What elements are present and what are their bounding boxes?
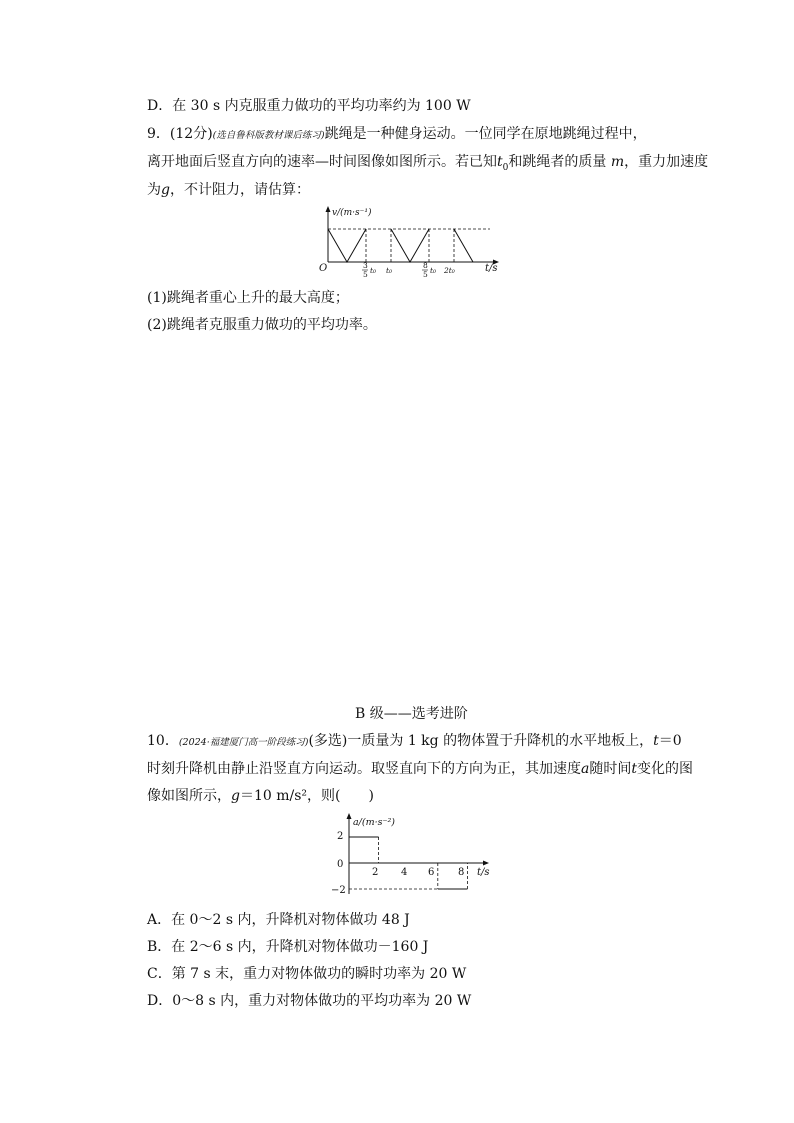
q10-x-label: t/s [477,867,490,878]
q10-x-tick-2: 2 [372,867,379,878]
q9-number: 9． [147,126,170,142]
section-b-heading: B 级——选考进阶 [355,706,468,722]
q10-option-c: C．第 7 s 末，重力对物体做功的瞬时功率为 20 W [147,966,467,982]
q9-tick-3-den: 5 [423,270,428,279]
q9-tick-1-var: t₀ [370,266,377,275]
q10-y-label: a/(m·s⁻²) [353,817,396,828]
q10-y-arrow [347,813,352,819]
q9-stem-1: 跳绳是一种健身运动。一位同学在原地跳绳过程中， [324,126,647,142]
q10-source: (2024·福建厦门高一阶段练习) [178,737,309,748]
q9-stem-line1 [147,124,647,146]
q9-vt-graph [315,205,515,280]
q10-at-graph [325,812,500,902]
q10-x-tick-6: 6 [428,867,435,878]
q9-speed-curve-3 [454,229,473,262]
q9-tick-4-var: 2t₀ [444,266,455,275]
q9-stem-line2: 离开地面后竖直方向的速率—时间图像如图所示。若已知$t_0$和跳绳者的质量 m，重力加速度 [147,154,709,173]
q10-stem-line1: 10．(2024·福建厦门高一阶段练习)(多选)一质量为 1 kg 的物体置于升降机的水平地板上，t＝0 [147,733,682,749]
q9-sub-question-1: (1)跳绳者重心上升的最大高度； [147,290,349,306]
q8-option-d: D．在 30 s 内克服重力做功的平均功率约为 100 W [147,98,471,114]
q9-y-arrow [326,206,331,212]
q9-tick-2-var: t₀ [386,266,393,275]
q10-y-tick-neg2: −2 [331,885,346,896]
q9-sub-question-2: (2)跳绳者克服重力做功的平均功率。 [147,317,377,333]
q9-source: (选自鲁科版教材课后练习) [212,130,325,141]
q10-option-b: B．在 2～6 s 内，升降机对物体做功－160 J [147,939,429,955]
q10-option-a: A．在 0～2 s 内，升降机对物体做功 48 J [147,912,410,928]
q10-number: 10． [147,733,179,749]
q9-speed-curve-2 [391,229,429,262]
q10-x-tick-4: 4 [401,867,408,878]
q10-option-d: D．0～8 s 内，重力对物体做功的平均功率为 20 W [147,993,472,1009]
q10-x-arrow [483,861,489,866]
q9-stem-line3: 为g，不计阻力，请估算： [147,182,310,198]
q10-y-tick-0: 0 [337,859,344,870]
q9-score: (12分) [169,126,213,142]
q9-tick-3-num: 8 [423,261,428,270]
q10-y-tick-2: 2 [337,831,344,842]
q9-tick-1-num: 3 [363,261,368,270]
q9-tick-3-var: t₀ [430,266,437,275]
q9-tick-1-den: 5 [363,270,368,279]
q9-x-label: t/s [485,263,498,274]
q10-stem-line2: 时刻升降机由静止沿竖直方向运动。取竖直向下的方向为正，其加速度a随时间t变化的图 [147,761,693,777]
q10-stem-line3: 像如图所示，g＝10 m/s²，则( ) [147,788,374,804]
q9-y-label: v/(m·s⁻¹) [332,208,372,218]
q9-origin: O [319,263,328,274]
q10-x-tick-8: 8 [458,867,465,878]
q9-speed-curve [328,229,366,262]
